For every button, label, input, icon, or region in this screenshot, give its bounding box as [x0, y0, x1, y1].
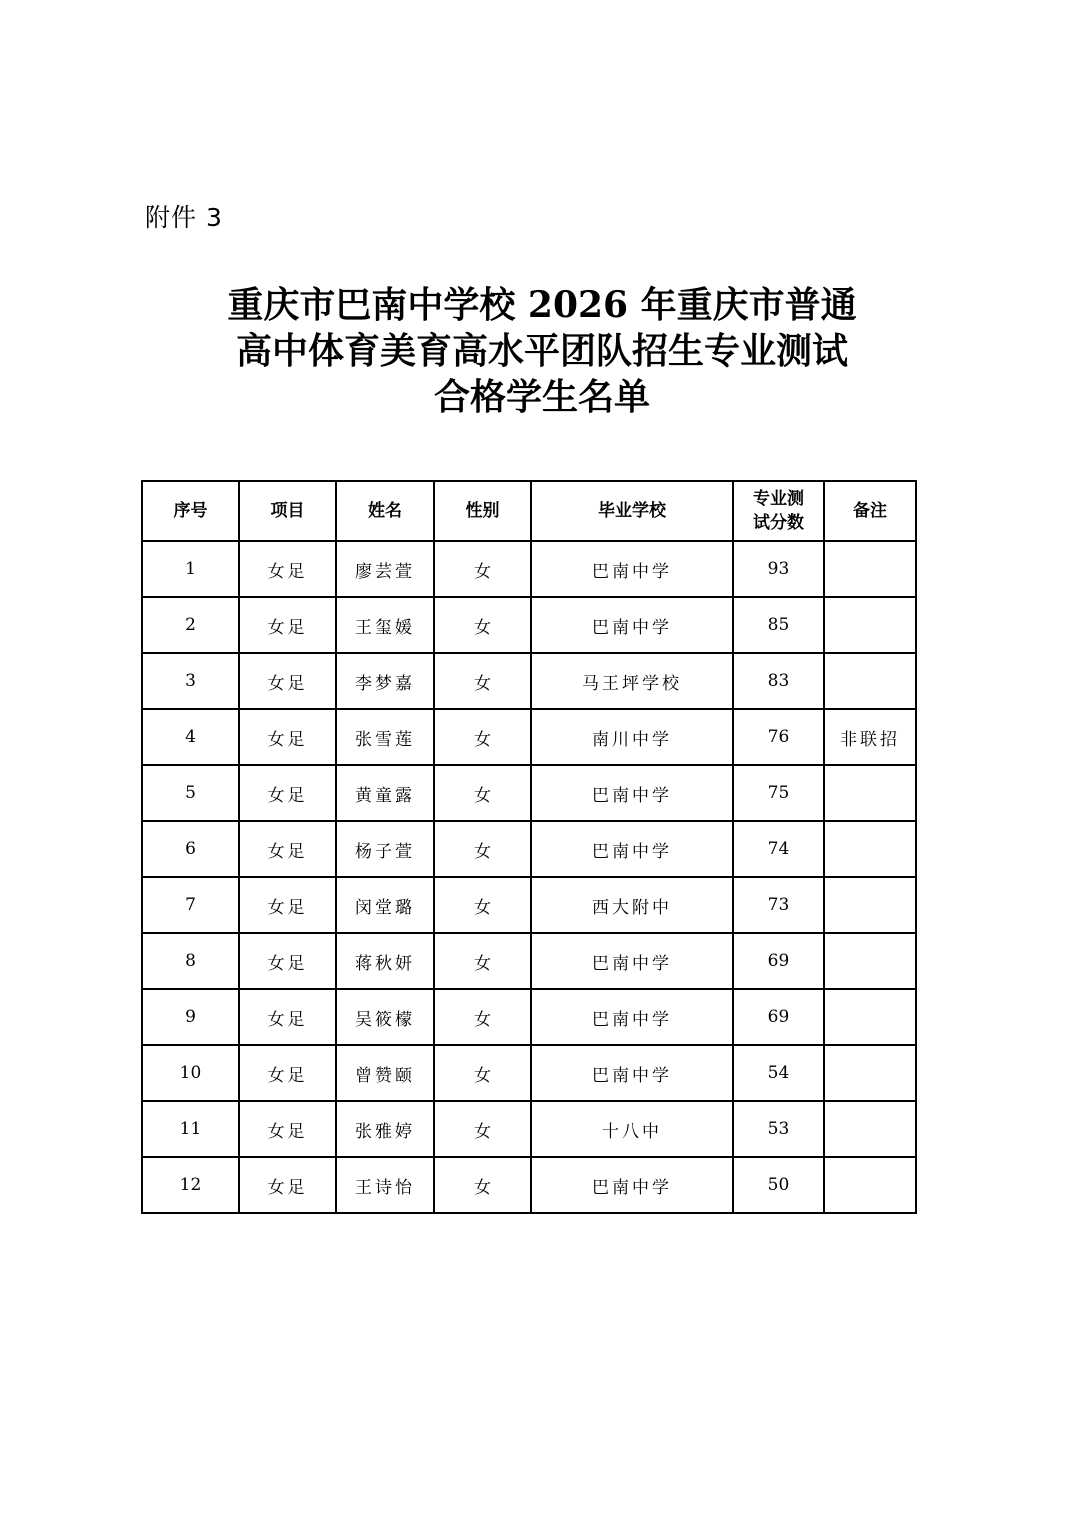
cell-score: 73 [733, 877, 824, 933]
cell-score: 69 [733, 933, 824, 989]
table-row [142, 653, 916, 709]
cell-score: 54 [733, 1045, 824, 1101]
header-name: 姓名 [336, 481, 434, 541]
cell-score: 85 [733, 597, 824, 653]
title-line-3: 合格学生名单 [433, 376, 650, 418]
cell-index: 3 [142, 653, 239, 709]
cell-remark: 非联招 [824, 709, 916, 765]
cell-name: 张雅婷 [336, 1101, 434, 1157]
header-index: 序号 [142, 481, 239, 541]
title-line-1: 重庆市巴南中学校 2026 年重庆市普通 [227, 284, 857, 326]
table-row [142, 765, 916, 821]
header-event: 项目 [239, 481, 336, 541]
cell-gender: 女 [434, 933, 531, 989]
cell-gender: 女 [434, 541, 531, 597]
cell-name: 张雪莲 [336, 709, 434, 765]
title-line-2: 高中体育美育高水平团队招生专业测试 [235, 330, 848, 372]
header-score-line-2: 试分数 [753, 513, 804, 533]
table-row [142, 933, 916, 989]
cell-event: 女足 [239, 653, 336, 709]
cell-index: 12 [142, 1157, 239, 1213]
cell-name: 廖芸萱 [336, 541, 434, 597]
cell-event: 女足 [239, 541, 336, 597]
cell-gender: 女 [434, 765, 531, 821]
cell-gender: 女 [434, 1157, 531, 1213]
cell-gender: 女 [434, 1101, 531, 1157]
cell-remark [824, 653, 916, 709]
cell-school: 巴南中学 [531, 1157, 733, 1213]
header-score [733, 481, 824, 541]
cell-score: 75 [733, 765, 824, 821]
student-roster-table [141, 480, 917, 1214]
cell-gender: 女 [434, 653, 531, 709]
cell-score: 53 [733, 1101, 824, 1157]
header-remark: 备注 [824, 481, 916, 541]
cell-event: 女足 [239, 1045, 336, 1101]
cell-school: 巴南中学 [531, 765, 733, 821]
cell-gender: 女 [434, 709, 531, 765]
cell-remark [824, 1157, 916, 1213]
cell-name: 曾赞颐 [336, 1045, 434, 1101]
table-row [142, 1045, 916, 1101]
cell-remark [824, 877, 916, 933]
cell-event: 女足 [239, 877, 336, 933]
cell-school: 巴南中学 [531, 989, 733, 1045]
attachment-label: 附件 3 [145, 203, 223, 232]
table-row [142, 989, 916, 1045]
table-row [142, 1157, 916, 1213]
cell-index: 9 [142, 989, 239, 1045]
cell-gender: 女 [434, 597, 531, 653]
cell-score: 50 [733, 1157, 824, 1213]
cell-school: 巴南中学 [531, 597, 733, 653]
table-row [142, 541, 916, 597]
cell-school: 南川中学 [531, 709, 733, 765]
cell-index: 11 [142, 1101, 239, 1157]
table-row [142, 597, 916, 653]
cell-event: 女足 [239, 709, 336, 765]
cell-event: 女足 [239, 1157, 336, 1213]
cell-score: 93 [733, 541, 824, 597]
cell-remark [824, 821, 916, 877]
cell-name: 黄童露 [336, 765, 434, 821]
cell-remark [824, 1101, 916, 1157]
cell-gender: 女 [434, 1045, 531, 1101]
cell-name: 王诗怡 [336, 1157, 434, 1213]
table-row [142, 877, 916, 933]
table-header-row [142, 481, 916, 541]
cell-index: 8 [142, 933, 239, 989]
cell-score: 76 [733, 709, 824, 765]
cell-index: 10 [142, 1045, 239, 1101]
cell-name: 李梦嘉 [336, 653, 434, 709]
header-gender: 性别 [434, 481, 531, 541]
cell-gender: 女 [434, 877, 531, 933]
cell-school: 巴南中学 [531, 1045, 733, 1101]
cell-name: 吴筱檬 [336, 989, 434, 1045]
header-school: 毕业学校 [531, 481, 733, 541]
cell-event: 女足 [239, 989, 336, 1045]
cell-index: 4 [142, 709, 239, 765]
cell-index: 2 [142, 597, 239, 653]
cell-index: 6 [142, 821, 239, 877]
cell-event: 女足 [239, 765, 336, 821]
table-body [142, 541, 916, 1213]
cell-score: 74 [733, 821, 824, 877]
cell-school: 西大附中 [531, 877, 733, 933]
header-score-line-1: 专业测 [753, 489, 804, 509]
cell-school: 巴南中学 [531, 933, 733, 989]
cell-remark [824, 933, 916, 989]
cell-index: 7 [142, 877, 239, 933]
cell-remark [824, 1045, 916, 1101]
cell-gender: 女 [434, 989, 531, 1045]
cell-remark [824, 765, 916, 821]
cell-event: 女足 [239, 821, 336, 877]
cell-name: 蒋秋妍 [336, 933, 434, 989]
table-row [142, 709, 916, 765]
table-row [142, 1101, 916, 1157]
cell-remark [824, 989, 916, 1045]
cell-name: 杨子萱 [336, 821, 434, 877]
cell-index: 5 [142, 765, 239, 821]
cell-score: 69 [733, 989, 824, 1045]
cell-remark [824, 597, 916, 653]
cell-event: 女足 [239, 933, 336, 989]
cell-event: 女足 [239, 597, 336, 653]
cell-school: 马王坪学校 [531, 653, 733, 709]
table-row [142, 821, 916, 877]
cell-school: 巴南中学 [531, 541, 733, 597]
cell-name: 闵堂璐 [336, 877, 434, 933]
document-title [140, 282, 944, 420]
cell-index: 1 [142, 541, 239, 597]
cell-gender: 女 [434, 821, 531, 877]
cell-school: 十八中 [531, 1101, 733, 1157]
cell-score: 83 [733, 653, 824, 709]
cell-event: 女足 [239, 1101, 336, 1157]
cell-school: 巴南中学 [531, 821, 733, 877]
cell-name: 王玺媛 [336, 597, 434, 653]
cell-remark [824, 541, 916, 597]
